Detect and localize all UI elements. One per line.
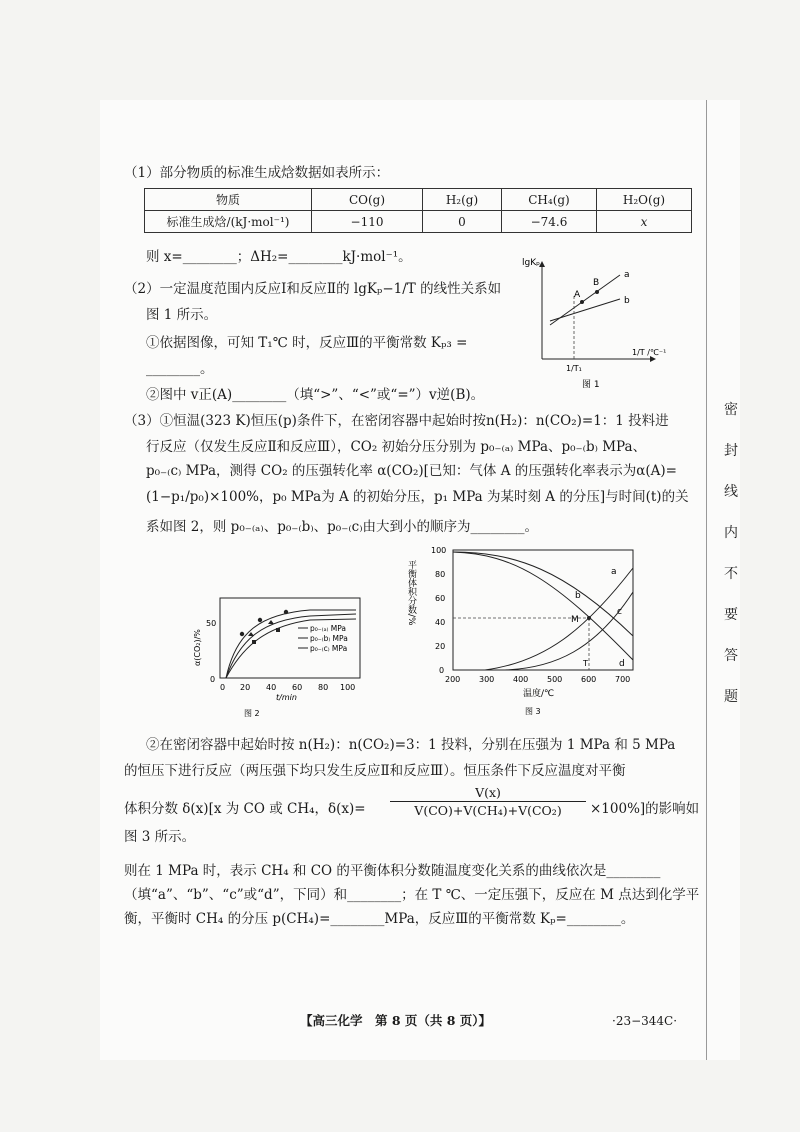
fig2-marker bbox=[258, 618, 262, 622]
q3b-line7: 衡，平衡时 CH₄ 的分压 p(CH₄)=________MPa，反应Ⅲ的平衡常数 Kₚ=________。 bbox=[124, 911, 635, 927]
paper-code: ·23−344C· bbox=[612, 1014, 678, 1028]
fig1-label-point-a: A bbox=[574, 290, 581, 300]
fig2-x-tick: 0 bbox=[220, 683, 226, 692]
fig3-ylabel: 平衡体积分数/% bbox=[406, 560, 416, 626]
seal-char: 要 bbox=[724, 607, 738, 623]
fig1-ylabel: lgKₚ bbox=[522, 258, 540, 268]
table-header-cell: H₂(g) bbox=[423, 189, 502, 211]
q3b-line2: 的恒压下进行反应（两压强下均只发生反应Ⅱ和反应Ⅲ）。恒压条件下反应温度对平衡 bbox=[124, 763, 626, 779]
fig3-x-tick: 400 bbox=[513, 675, 529, 684]
fig3-label-m: M bbox=[571, 615, 579, 625]
fig2-ylabel: α(CO₂)/% bbox=[193, 629, 202, 666]
fig1-label-point-b: B bbox=[593, 278, 600, 288]
figure-1 bbox=[520, 255, 670, 395]
q3-line4: (1−p₁/p₀)×100%，p₀ MPa为 A 的初始分压，p₁ MPa 为某时刻 A 的分压]与时间(t)的关 bbox=[146, 489, 689, 505]
fig3-x-tick: 600 bbox=[581, 675, 597, 684]
seal-char: 密 bbox=[724, 402, 738, 418]
fig3-y-tick: 40 bbox=[435, 618, 446, 627]
delta-fraction bbox=[390, 784, 586, 819]
figure-2 bbox=[190, 592, 370, 722]
fig1-point-b bbox=[595, 290, 599, 294]
seal-char: 封 bbox=[724, 443, 738, 459]
fig2-x-tick: 20 bbox=[240, 683, 251, 692]
fig3-caption: 图 3 bbox=[525, 707, 541, 716]
fig2-x-tick: 60 bbox=[292, 683, 303, 692]
fig1-x-tick: 1/T₁ bbox=[566, 364, 582, 373]
seal-char: 内 bbox=[724, 525, 738, 541]
fig2-legend-a: p₀₋₍ₐ₎ MPa bbox=[310, 624, 346, 633]
q1-blank: 则 x=________；ΔH₂=________kJ·mol⁻¹。 bbox=[146, 249, 412, 265]
table-cell: −110 bbox=[312, 211, 423, 233]
fig2-marker bbox=[276, 628, 280, 632]
fig3-x-tick: 300 bbox=[479, 675, 495, 684]
page-footer: 【高三化学 第 8 页（共 8 页）】 bbox=[300, 1013, 492, 1028]
q3b-line6: （填“a”、“b”、“c”或“d”，下同）和________；在 T ℃、一定压强下，反应在 M 点达到化学平 bbox=[124, 887, 700, 903]
fig3-y-tick: 100 bbox=[431, 546, 447, 555]
enthalpy-table bbox=[144, 188, 692, 233]
fig2-marker bbox=[252, 640, 256, 644]
fig2-caption: 图 2 bbox=[244, 709, 260, 718]
table-cell: 标准生成焓/(kJ·mol⁻¹) bbox=[145, 211, 312, 233]
q3b-line3b: ×100%]的影响如 bbox=[590, 801, 700, 817]
fig3-y-tick: 80 bbox=[435, 570, 446, 579]
fig3-x-tick: 500 bbox=[547, 675, 563, 684]
fig1-xlabel: 1/T /℃⁻¹ bbox=[632, 348, 667, 357]
seal-char: 答 bbox=[724, 648, 738, 664]
fig3-label-c: c bbox=[617, 607, 622, 617]
fig2-y-tick: 0 bbox=[210, 675, 216, 684]
fig3-y-tick: 20 bbox=[435, 642, 446, 651]
q2-line1: （2）一定温度范围内反应Ⅰ和反应Ⅱ的 lgKₚ−1/T 的线性关系如 bbox=[124, 281, 502, 297]
q3-line1: （3）①恒温(323 K)恒压(p)条件下，在密闭容器中起始时按n(H₂)：n(CO₂)=1：1 投料进 bbox=[124, 413, 669, 429]
table-header-cell: CO(g) bbox=[312, 189, 423, 211]
fig2-y-tick: 50 bbox=[206, 619, 217, 628]
table-header-cell: H₂O(g) bbox=[597, 189, 692, 211]
fig3-curve-d bbox=[505, 592, 633, 670]
fig3-y-tick: 60 bbox=[435, 594, 446, 603]
q3b-line4: 图 3 所示。 bbox=[124, 829, 196, 845]
fig2-legend-c: p₀₋₍c₎ MPa bbox=[310, 644, 348, 653]
table-header-cell: CH₄(g) bbox=[502, 189, 597, 211]
q1-intro: （1）部分物质的标准生成焓数据如表所示： bbox=[124, 165, 390, 181]
fig2-x-tick: 100 bbox=[340, 683, 356, 692]
seal-char: 线 bbox=[724, 484, 738, 500]
fig3-label-a: a bbox=[611, 567, 617, 577]
q3-line5: 系如图 2，则 p₀₋₍ₐ₎、p₀₋₍b₎、p₀₋₍c₎由大到小的顺序为________。 bbox=[146, 519, 539, 535]
table-cell: x bbox=[597, 211, 692, 233]
fig1-line-b bbox=[550, 299, 620, 321]
fraction-denominator: V(CO)+V(CH₄)+V(CO₂) bbox=[414, 803, 562, 818]
fig1-caption: 图 1 bbox=[582, 380, 600, 390]
fig3-label-b: b bbox=[575, 591, 581, 601]
fig2-xlabel: t/min bbox=[276, 693, 297, 702]
fig3-curve-b bbox=[453, 552, 633, 660]
fig1-point-a bbox=[580, 300, 584, 304]
fig3-x-tick: 700 bbox=[615, 675, 631, 684]
table-header-cell: 物质 bbox=[145, 189, 312, 211]
q3-line3: p₀₋₍c₎ MPa，测得 CO₂ 的压强转化率 α(CO₂)[已知：气体 A 的压强转化率表示为α(A)= bbox=[146, 463, 677, 479]
fig2-marker bbox=[248, 632, 254, 636]
q3-line2: 行反应（仅发生反应Ⅱ和反应Ⅲ），CO₂ 初始分压分别为 p₀₋₍ₐ₎ MPa、p₀₋₍b₎ MPa、 bbox=[146, 439, 647, 455]
q3b-line3a: 体积分数 δ(x)[x 为 CO 或 CH₄，δ(x)= bbox=[124, 801, 366, 817]
fig2-marker bbox=[268, 620, 274, 624]
fig3-curve-c bbox=[485, 568, 633, 670]
fig3-label-d: d bbox=[619, 659, 625, 669]
q2-line3: ①依据图像，可知 T₁℃ 时，反应Ⅲ的平衡常数 Kₚ₃ = bbox=[146, 335, 468, 351]
table-cell: −74.6 bbox=[502, 211, 597, 233]
q2-line5: ②图中 v正(A)________（填“>”、“<”或“=”）v逆(B)。 bbox=[146, 387, 485, 403]
figure-3 bbox=[405, 540, 655, 730]
fig2-x-tick: 80 bbox=[318, 683, 329, 692]
table-cell: 0 bbox=[423, 211, 502, 233]
fig2-x-tick: 40 bbox=[266, 683, 277, 692]
seal-line bbox=[706, 100, 707, 1060]
fig3-xlabel: 温度/℃ bbox=[523, 689, 555, 699]
q3b-line5: 则在 1 MPa 时，表示 CH₄ 和 CO 的平衡体积分数随温度变化关系的曲线依次是________ bbox=[124, 863, 661, 879]
fig2-marker bbox=[240, 632, 244, 636]
fig3-x-tick: 200 bbox=[445, 675, 461, 684]
fig2-legend-b: p₀₋₍b₎ MPa bbox=[310, 634, 348, 643]
seal-char: 题 bbox=[724, 689, 738, 705]
q2-line4: ________。 bbox=[146, 361, 214, 377]
fig3-label-t: T bbox=[583, 659, 588, 668]
fig3-y-tick: 0 bbox=[439, 666, 445, 675]
fraction-numerator: V(x) bbox=[390, 784, 586, 802]
fig2-marker bbox=[284, 610, 288, 614]
fig3-curve-a bbox=[453, 552, 633, 636]
fig1-label-a: a bbox=[624, 270, 630, 280]
q2-line2: 图 1 所示。 bbox=[146, 307, 218, 323]
seal-warning bbox=[714, 400, 748, 728]
fig1-label-b: b bbox=[624, 296, 630, 306]
fig3-point-m bbox=[587, 616, 591, 620]
q3b-line1: ②在密闭容器中起始时按 n(H₂)：n(CO₂)=3：1 投料，分别在压强为 1 MPa 和 5 MPa bbox=[146, 737, 676, 753]
seal-char: 不 bbox=[724, 566, 738, 582]
